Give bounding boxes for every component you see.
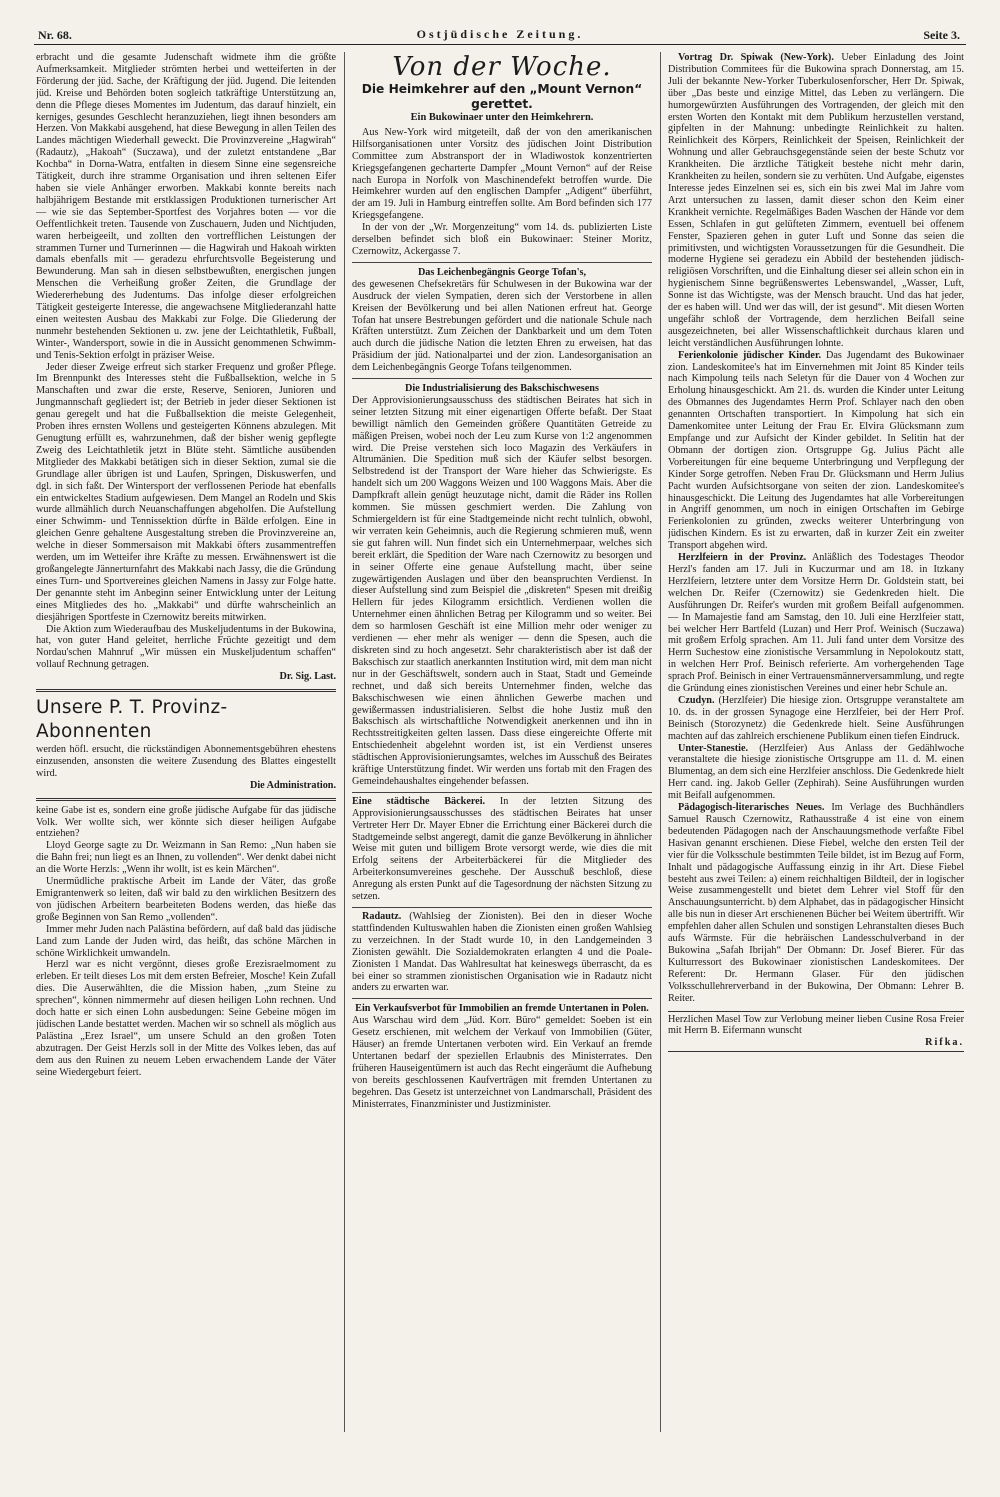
column-divider [660, 52, 661, 1432]
article-title: Die Industrialisierung des Bakschischwesens [405, 383, 599, 395]
article-paragraph: Ueber Einladung des Joint Distribution Commitees für die Bukowina sprach Donnerstag, am 15. Juli der bekannte New-Yorker Tuberkulosenforscher, Herr Dr. Spiwak, über „Das beste und einzige Mittel, das Leben zu verlängern. Die humorgewürzten Ausführungen des Vortragenden, der gleich mit den ersten Worten den Kontakt mit dem Publikum herzustellen verstand, gipfelten in der Mahnung: unbedingte Reinlichkeit zu halten. Reinlichkeit des Körpers, Reinlichkeit der Speisen, Reinlichkeit der Wohnung und aller Gebrauchsgegenstände seien der beste Schutz vor Krankheiten. Die ärztliche Tätigkeit bestehe nicht mehr darin, Krankheiten zu heilen, sondern sie zu verhüten. Und Aufgabe, eigenstes Interesse jedes Einzelnen sei es, sich ein bis zwei Mal im Jahre vom Arzt untersuchen zu lassen, damit dieser schon den Keim einer Krankheit vernichte. Regelmäßiges Baden Waschen der Hände vor dem Essen, Schlafen in gut gelüfteten Zimmern, eventuell bei offenem Fenster, Spazieren gehen in guter Luft und Sonne das seien die primitivsten, und wichtigsten Voraussetzungen für die Gesundheit. Die moderne Hygiene sei geradezu ein Abbild der bestehenden jüdisch-religiösen Vorschriften, und die Einhaltung dieser sei allein schon ein in hygienischem Sinne begrüßenswertes Lebenswandel, „Wasser, Luft, Sonne ist das Wichtigste, was der Mensch braucht. Und das hat jeder, der es haben will. Und wer das will, der ist gesund“. Mit diesen Worten ungefähr schloß der Vortragende, dem herzlichen Beifall seine ausgezeichneten, bei aller Wissenschaftlichkeit durchaus klaren und leicht verständlichen Ausführungen lohnte. [668, 52, 964, 349]
makkabi-paragraph: Jeder dieser Zweige erfreut sich starker Frequenz und großer Pflege. Im Brennpunkt des Interesses steht die Fußballsektion, welche in 5 Manschaften und zwar die erste, Reserve, Senioren, Junioren und Jungmannschaft gegliedert ist; der Betrieb in jeder dieser Sektionen ist genau geregelt und hat die Fußballsektion die meiste Gelegenheit, Proben ihres ernsten Wollens und gesteigerten Könnens abzulegen. Mit Genugtung erfüllt es, wahrzunehmen, daß der bisher wenig gepflegte Zweig des Leichtathletik jetzt in Blüte steht. Sämtliche ausübenden Mitglieder des Makkabi betätigen sich in dieser Sektion, zumal sie die Grundlage aller übrigen ist und Laufen, Springen, Diskuswerfen, und dgl. in sich faßt. Der Wintersport der verflossenen Periode hat ebenfalls ein entwickeltes Stadium aufgewiesen. Dem Mangel an Rodeln und Skis wurde allmählich durch Neuanschaffungen abgeholfen. Die Aufstellung einer Schwimm- und Tennissektion dürfte in Bälde erfolgen. Eine in gleichen Genre gehaltene Ausgestaltung streben die Provinzvereine an, welche in dieser Sommersaison mit Makkabi öfters zusammentreffen werden, um im Wetteifer ihre Kräfte zu messen. Erwähnenswert ist die großangelegte Jännerturnfahrt des Makkabi nach Jassy, die die Gründung eines Turn- und Sportvereines gleichen Namens in Jassy zur Folge hatte. Der genannte steht im Anbeginn seiner Entwicklung unter der Leitung eines Mitgliedes des ho. „Makkabi“ und dürfte wahrscheinlich an diesjährigen Sportfeste in Czernowitz bereits mitwirken. [36, 361, 336, 623]
article-divider [352, 792, 652, 793]
announcement-box [668, 1011, 964, 1053]
article-paragraph: (Wahlsieg der Zionisten). Bei den in dieser Woche stattfindenden Kultuswahlen haben die Zionisten einen großen Wahlsieg zu verzeichnen. In der Stadt wurde 10, in den Landgemeinden 3 Zionisten gewählt. Die Sozialdemokraten erlangten 4 und die Poale-Zionisten 1 Mandat. Das Wahlresultat hat keineswegs überrascht, da es bei einer so strammen zionistischen Organisation wie in Radautz nicht anders zu erwarten war. [352, 911, 652, 994]
article-title: Ferienkolonie jüdischer Kinder. [678, 349, 822, 361]
section-masthead: Von der Woche. [392, 52, 612, 82]
announcement-text: Herzlichen Masel Tow zur Verlobung meiner lieben Cusine Rosa Freier mit Herrn B. Eifermann wunscht [668, 1013, 964, 1037]
herzl-paragraph: Unermüdliche praktische Arbeit im Lande der Väter, das große Emigrantenwerk so leiten, daß wir bald zu den wirklichen Besitzern des von jüdischen Arbeitern bearbeiteten Bodens werden, das hieße das große Beginnen von San Remo „vollenden“. [36, 876, 336, 923]
article-title: Das Leichenbegängnis George Tofan's, [417, 266, 587, 278]
column-right [668, 52, 964, 1447]
article-title: Unter-Stanestie. [678, 742, 749, 754]
article-title: Eine städtische Bäckerei. [352, 795, 486, 807]
page-header [34, 22, 966, 45]
article-paragraph: Aus Warschau wird dem „Jüd. Korr. Büro“ gemeldet: Soeben ist ein Gesetz erschienen, mit welchem der Verkauf von Immobilien (Güter, Häuser) an fremde Untertanen verboten wird. Ein Verkauf an fremde Untertanen bedarf der speziellen Erlaubnis des Ministerrates. Den früheren Hauseigentümern ist auch das Recht eingeräumt die Aufhebung von bereits geschlossenen Kaufverträgen mit fremden Untertanen zu begehren. Das Gesetz ist unterzeichnet von Landmarschall, Präsident des Ministerrates, Finanzminister und Justizminister. [352, 1015, 652, 1110]
article-paragraph: des gewesenen Chefsekretärs für Schulwesen in der Bukowina war der Ausdruck der vielen Sympatien, deren sich der Verstorbene in allen Kreisen der Bevölkerung und bei allen Nationen erfreut hat. George Tofan hat unsere Bestrebungen gefördert und die nationale Schule nach Kräften unterstützt. Zum Zeichen der Dankbarkeit und um dem Toten auch durch die jüdische Nation die letzten Ehren zu erweisen, hat das Präsidium der jüd. Nationalpartei und der zion. Landesorganisation an dem Leichenbegängnis George Tofans teilgenommen. [352, 278, 652, 374]
column-left [36, 52, 336, 1447]
article-title: Ein Verkaufsverbot für Immobilien an fremde Untertanen in Polen. [355, 1003, 649, 1015]
article-paragraph: (Herzlfeier) Aus Anlass der Gedählwoche veranstaltete die hiesige zionistische Ortsgruppe am 11. d. M. einen Blumentag, an dem sich eine Herzlfeier anschloss. Die Gedenkrede hielt Herr cand. ing. Jakob Geller (Zephirah). Seine Ausführungen wurden mit Beifall aufgenommen. [668, 742, 964, 802]
article-subheadline: Ein Bukowinaer unter den Heimkehrern. [410, 112, 594, 123]
article-title: Radautz. [362, 911, 402, 922]
announcement-signature: Rifka. [925, 1037, 964, 1049]
article-divider [352, 262, 652, 263]
section-divider [36, 689, 336, 692]
makkabi-paragraph: erbracht und die gesamte Judenschaft widmete ihm die größte Aufmerksamkeit. Mitglieder strömten herbei und wetteiferten in der Förderung der jüd. Sache, der Kräftigung der jüd. Jugend. Die leitenden jüd. Kreise und Behörden boten sogleich tatkräftige Unterstützung an, denn die Pflege dieses Momentes im Judentum, das darauf hinzielt, ein kerniges, gesundes Geschlecht heranzuziehen, liegt ihnen besonders am Herzen. Von Makkabi ausgehend, hat diese Bewegung in allen Teilen des Landes mächtigen Wiederhall geweckt. Die Provinzvereine „Hagwirah“ (Radautz), „Hakoah“ (Suczawa), und der zuletzt entstandene „Bar Kochba“ in Dorna-Watra, entfalten in diesem Sinne eine segensreiche Tätigkeit, durch ihre stramme Organisation und ihren seltenen Eifer haben sie viele Anhänger erworben. Makkabi konnte bereits nach halbjährigem Bestande mit erstklassigen Produktionen turnerischer Art — wie sie das September-Sportfest des Vorjahres boten — vor die Oeffentlichkeit treten. Tausende von Zuschauern, Juden und Nichtjuden, waren herbeigeeilt, und zollten den vortrefflichen Leistungen der strammen Turner und Turnerinnen — die Hagwirah und Hakoah wirkten damals ebenfalls mit — geradezu ehrfurchtsvolle Begeisterung und Bewunderung. Man sah in diesen selbstbewußten, energischen jungen Menschen die Verheißung großer Zeiten, die Grundlage der Wiedererhebung des Judentums. Das infolge dieser erfolgreichen Tätigkeit gesteigerte Interesse, die angewachsene Mitgliederanzahl hatte einen weitesten Ausbau des Makkabi zur Folge. Die Gliederung der nunmehr bestehenden Sektionen u. zw. jene der Leichtathletik, Fußball, Winter-, Wandersport, sowie in die in Aussicht genommenen Schwimm- und Tenis-Sektion erfolgt in präziser Weise. [36, 52, 336, 361]
column-middle [352, 52, 652, 1447]
page-number: Seite 3. [923, 28, 960, 42]
article-paragraph: Im Verlage des Buchhändlers Samuel Rausch Czernowitz, Rathausstraße 4 ist eine von einem bedeutenden Pädagogen nach der Anschauungsmethode verfaßte Fibel Hasivan genannt erschienen. Diese Fiebel, welche den ersten Teil der vier für die Volksschule bestimmten Teile bildet, ist im Bezug auf Form, Inhalt und pädagogische Auffassung einzig in ihr Art. Diese Fiebel besteht aus zwei Teilen: a) einem reichhaltigen Bildteil, der in logischer Weise zusammengestellt und bietet dem Lehrer viel Stoff für den Anschauungsunterricht. b) dem Alphabet, das in pädagogischer Hinsicht alle bis nun in dieser Art erschienenen Bücher bei Weitem übertrifft. Wir empfehlen daher allen Schulen und sonstigen Lehranstalten dieses Buch aufs Wärmste. Für die hebräischen Landesschulverband in der Bukowina „Safah Ibrijah“ Der Obmann: Dr. Josef Bierer. Für das Kulturressort des Bukowinaer zionistischen Landeskomitees. Der Referent: Dr. Hermann Glaser. Für den jüdischen Volksschullehrerverband in der Bukowina, Der Obmann: Lehrer B. Reiter. [668, 802, 964, 1004]
makkabi-paragraph: Die Aktion zum Wiederaufbau des Muskeljudentums in der Bukowina, hat, von guter Hand geleitet, herrliche Früchte gezeitigt und dem Nordau'schen Mahnruf „Wir müssen ein Muskeljudentum schaffen“ vollauf Rechnung getragen. [36, 623, 336, 671]
article-divider [352, 378, 652, 379]
article-paragraph: Aus New-York wird mitgeteilt, daß der von den amerikanischen Hilfsorganisationen unter Vorsitz des jüdischen Joint Distribution Committee zum Abstransport der in Wladiwostok konzentrierten Kriegsgefangenen gecharterte Dampfer „Mount Vernon“ auf der Reise nach Europa in Norfolk von Maschinendefekt betroffen wurde. Die Heimkehrer wurden auf den englischen Dampfer „Adigent“ überführt, der am 19. Juli in Hamburg eintreffen sollte. Am Bord befinden sich 177 Kriegsgefangene. [352, 126, 652, 222]
article-signature: Dr. Sig. Last. [279, 671, 336, 683]
article-paragraph: Der Approvisionierungsausschuss des städtischen Beirates hat sich in seiner letzten Sitzung mit einer eigenartigen Offerte befaßt. Der Staat bewilligt nämlich den Gemeinden größere Quantitäten Getreide zu mäßigen Preisen, wobei noch der Leu zum Kurse von 1:2 angenommen wird. Die Preise verstehen sich loco Magazin des Verkäufers in Altrumänien. Die Spedition muß sich der Käufer selbst besorgen. Selbstredend ist der Transport der Ware hieher das Schwierigste. Es handelt sich um 200 Waggons Weizen und 100 Waggons Mais. Aber die Dampfkraft allein genügt heuzutage nicht, damit die Räder ins Rollen kommen. Sie müssen geschmiert werden. Die Zahlung von Schmiergeldern ist für eine Stadtgemeinde nicht recht tulnlich, obwohl, wir verraten kein Geheimnis, auch die Regierung schmieren muß, wenn sie gut fahren will. Nun findet sich ein Unternehmerpaar, welches sich bereit erklärt, die Spedition der Ware nach Czernowitz zu besorgen und in seiner Offerte eine genaue Aufstellung macht, über seine zugewärtigenden Auslagen und über den beanspruchten Verdienst. In dieser Aufstellung sind zum Beispiel die „diskreten“ Spesen mit dreißig Hellern für jedes Kilogramm ersichtlich. Verdienen wollen die Unternehmer einen ähnlichen Betrag per Kilogramm und so weiter. Bei dem so harmlosen Geschäft ist eine Million mehr oder weniger zu verdienen — eher mehr als weniger — denn die Spesen, auch die diskreten sind zu hoch angesetzt. Sehr charakteristisch aber ist daß der Bakschisch zur staatlich anerkannten Institution wird, mit dem man nicht nur in der Geschäftswelt, sondern auch in Staat, Stadt und Gemeinde rechnet, und daß sich bereits Unternehmer finden, welche das Bakschischwesen wie einen ähnlichen Gewerbe machen und gewißermassen industrialisieren. Selbst die hohe Justiz muß den Bakschisch als wirtschaftliche Notwendigkeit anerkennen und ihn in Rechtsstreitigkeiten gelten lassen. Dass diese eingereichte Offerte mit Entschiedenheit abgelehnt worden ist, ist ein Verdienst unseres städtischen Approvisionierungsamtes, welches im Ausschuß des Beirates kräftige Unterstützung findet. Wir werden uns fortab mit den Fragen des Gemeindehaushaltes eingehender befassen. [352, 394, 652, 787]
herzl-paragraph: Herzl war es nicht vergönnt, dieses große Erezisraelmoment zu erleben. Er teilt dieses Los mit dem ersten Befreier, Mosche! Kein Zufall dies. Die Auserwählten, die die Mission haben, „zum Steine zu sprechen“, können nimmermehr auf diesen heiligen Lohn rechnen. Und doch hatte er sich einen Lohn ausbedungen: Seine Gebeine mögen im jüdischen Lande bestattet werden. Machen wir so schnell als möglich aus Palästina „Erez Israel“, um unsere Schuld an den großen Toten abzutragen. Der Geist Herzls soll in der Mitte des Volkes leben, das auf dem aus den Ruinen zu neuem Leben erwachendem Lande der Väter seine Wiedergeburt feiert. [36, 959, 336, 1078]
article-paragraph: (Herzlfeier) Die hiesige zion. Ortsgruppe veranstaltete am 10. ds. in der grossen Synagoge eine Herzlfeier, bei der Herr Prof. Beinisch (Storozynetz) die Gedenkrede hielt. Seine Ausführungen machten auf das zahlreich erschienene Publikum einen tiefen Eindruck. [668, 694, 964, 742]
article-headline: Die Heimkehrer auf den „Mount Vernon“ gerettet. [361, 82, 643, 111]
herzl-paragraph: keine Gabe ist es, sondern eine große jüdische Aufgabe für das jüdische Volk. Wer wollte sich, wer könnte sich dieser heiligen Aufgabe entziehen? [36, 804, 336, 840]
article-title: Vortrag Dr. Spiwak (New-York). [678, 52, 834, 63]
newspaper-name: Ostjüdische Zeitung. [416, 27, 584, 41]
article-title: Herzlfeiern in der Provinz. [678, 552, 807, 564]
article-divider [352, 907, 652, 908]
article-title: Czudyn. [678, 694, 715, 706]
notice-text: werden höfl. ersucht, die rückständigen Abonnementsgebühren ehestens einzusenden, ansonsten die weitere Zusendung des Blattes eingestellt wird. [36, 744, 336, 779]
article-paragraph: In der von der „Wr. Morgenzeitung“ vom 14. ds. publizierten Liste derselben befindet sich bloß ein Bukowinaer: Steiner Moritz, Czernowitz, Ackergasse 7. [352, 222, 652, 257]
article-paragraph: In der letzten Sitzung des Approvisionierungsausschusses des städtischen Beirates hat unser Vertreter Herr Dr. Mayer Ebner die Errichtung einer Bäckerei durch die Stadtgemeinde selbst angeregt, damit die ganze Bevölkerung in ähnlicher Weise mit guten und billigem Brote versorgt werde, wie dies die mit Erfolg seitens der Arbeiterbäckerei für die Mitglieder des Arbeiterkonsumvereines geschehe. Der Ausschuß beschloß, diese Anregung als ersten Punkt auf die Tagesordnung der nächsten Sitzung zu setzen. [352, 795, 652, 903]
article-title: Pädagogisch-literarisches Neues. [678, 802, 825, 814]
notice-signature: Die Administration. [249, 779, 336, 791]
article-divider [352, 998, 652, 999]
article-paragraph: Das Jugendamt des Bukowinaer zion. Landeskomitee's hat im Einvernehmen mit Joint 85 Kinder teils nach Kimpolung teils nach Seletyn für die Dauer von 4 Wochen zur Erholung hinausgeschickt. Am 21. ds. wurden die Kinder unter Leitung des Obmannes des Jugendamtes Herrn Prof. Schlayer nach den oben genannten Ortschaften transportiert. In Kimpolung hat sich ein Damenkomitee unter Leitung der Frau Er. Elvira Glücksmann zum Empfange und zur Aufsicht der Kinder gebildet. In Selitin hat der Obmann der dortigen zion. Ortsgruppe Gg. Julius Pächt alle Vorbereitungen für eine bequeme Unterbringung und Verpflegung der Kinder Sorge getroffen. Neben Frau Dr. Glücksmann und Herrn Julius Pacht wurden Aufsichtsorgane von seiten der zion. Landeskomitee's hinausgeschickt. Die Leitung des Jugendamtes hat alle Vorbereitungen in Angriff genommen, um noch in einigen Ortschaften im Gebirge Ferienkolonien zu gründen, zwecks weiterer Unterbringung von jüdischen Kindern. Es ist zu erwarten, daß in kurzer Zeit ein zweiter Transport abgehen wird. [668, 349, 964, 552]
column-divider [344, 52, 345, 1432]
article-paragraph: Anläßlich des Todestages Theodor Herzl's fanden am 17. Juli in Kuczurmar und am 18. in Itzkany Herzlfeiern, letztere unter dem Vorsitze Herrn Dr. Goldstein statt, bei welchen Dr. Reifer (Czernowitz) sie Gedenkreden hielt. Die Ausführungen Dr. Reifer's wurden mit großem Beifall aufgenommen. — In Mamajestie fand am Samstag, den 10. Juli eine Herzlfeier statt, bei welcher Herr Bartfeld (Luzan) und Herr Prof. Weinisch (Suczawa) mit großem Erfolg sprachen. Am 11. Juli fand unter dem Vorsitze des Herrn Suchestow eine zionistische Versammlung in Nepolokoutz statt, in welchen Herr Prof. Beinisch referierte. Am vorhergehenden Tage sprach Prof. Beinisch in einer Vertrauensmännerversammlung, und regte die Gründung eines zionistischen Vereines und einer hebr Schule an. [668, 552, 964, 695]
herzl-paragraph: Immer mehr Juden nach Palästina befördern, auf daß bald das jüdische Land zum Lande der Juden wird, das heißt, das schöne Märchen in schöne Wirklichkeit umwandeln. [36, 923, 336, 959]
notice-title: Unsere P. T. Provinz-Abonnenten [36, 697, 228, 743]
herzl-paragraph: Lloyd George sagte zu Dr. Weizmann in San Remo: „Nun haben sie die Bahn frei; nun liegt es an Ihnen, zu vollenden“. Wer denkt dabei nicht an die Worte Herzls: „Wenn ihr wollt, ist es kein Märchen“. [36, 840, 336, 876]
section-divider [36, 798, 336, 801]
issue-number: Nr. 68. [38, 28, 72, 42]
